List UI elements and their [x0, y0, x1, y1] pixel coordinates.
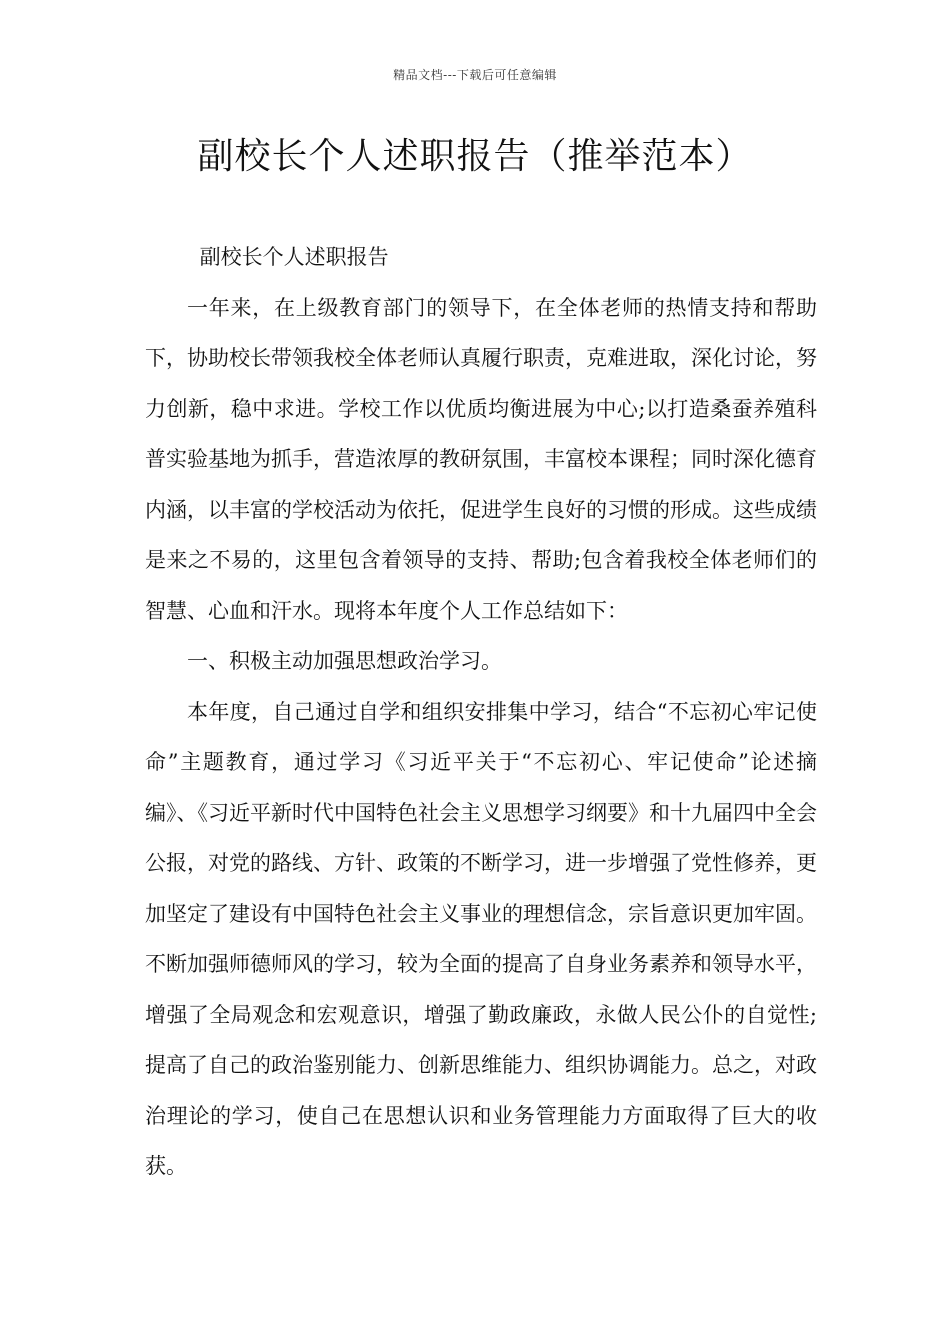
document-body: [145, 232, 817, 1192]
section-paragraph: 本年度，自己通过自学和组织安排集中学习，结合“不忘初心牢记使命”主题教育，通过学习《习近平关于“不忘初心、牢记使命”论述摘编》、《习近平新时代中国特色社会主义思想学习纲要》和十九届四中全会公报，对党的路线、方针、政策的不断学习，进一步增强了党性修养，更加坚定了建设有中国特色社会主义事业的理想信念，宗旨意识更加牢固。不断加强师德师风的学习，较为全面的提高了自身业务素养和领导水平，增强了全局观念和宏观意识，增强了勤政廉政，永做人民公仆的自觉性;提高了自己的政治鉴别能力、创新思维能力、组织协调能力。总之，对政治理论的学习，使自己在思想认识和业务管理能力方面取得了巨大的收获。: [145, 699, 817, 1178]
intro-paragraph: 一年来，在上级教育部门的领导下，在全体老师的热情支持和帮助下，协助校长带领我校全体老师认真履行职责，克难进取，深化讨论，努力创新，稳中求进。学校工作以优质均衡进展为中心;以打造桑蚕养殖科普实验基地为抓手，营造浓厚的教研氛围，丰富校本课程；同时深化德育内涵，以丰富的学校活动为依托，促进学生良好的习惯的形成。这些成绩是来之不易的，这里包含着领导的支持、帮助;包含着我校全体老师们的智慧、心血和汗水。现将本年度个人工作总结如下：: [145, 295, 817, 623]
document-title: 副校长个人述职报告（推举范本）: [197, 136, 753, 177]
report-subtitle: 副校长个人述职报告: [199, 245, 389, 269]
header-note: 精品文档---下载后可任意编辑: [393, 68, 557, 82]
section-heading: 一、积极主动加强思想政治学习。: [187, 649, 502, 673]
